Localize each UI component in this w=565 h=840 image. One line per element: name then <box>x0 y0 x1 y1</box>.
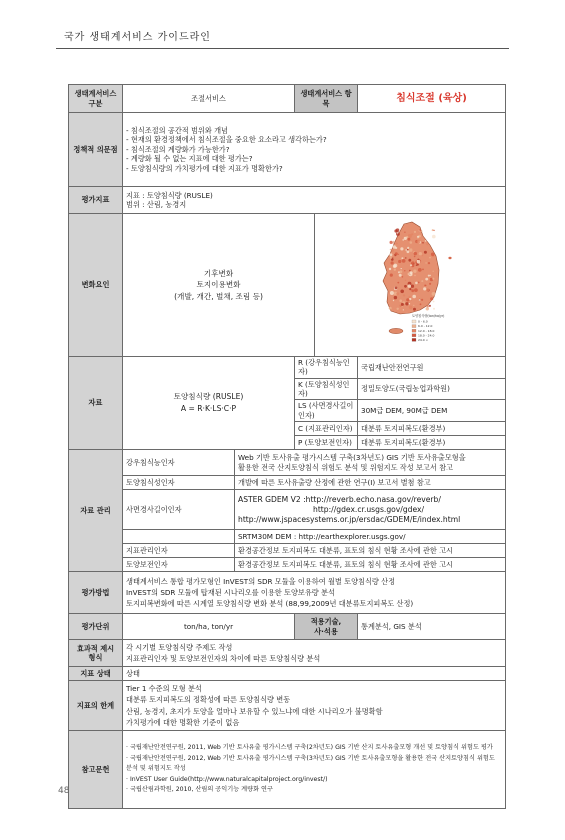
erosion-spot <box>403 309 404 310</box>
erosion-spot <box>390 256 393 259</box>
erosion-spot <box>408 234 412 238</box>
limits-label: 지표의 한계 <box>69 681 123 731</box>
erosion-spot <box>389 267 391 269</box>
korea-erosion-map <box>360 218 460 353</box>
erosion-spot <box>394 268 396 270</box>
erosion-spot <box>395 286 398 289</box>
erosion-spot <box>394 229 397 232</box>
unit-row <box>69 614 506 640</box>
erosion-spot <box>405 279 406 280</box>
legend-label: 24.0 < <box>418 337 429 342</box>
service-item-label: 생태계서비스 항목 <box>295 85 358 113</box>
page-number: 48 <box>58 786 70 796</box>
erosion-spot <box>409 269 410 270</box>
erosion-spot <box>414 251 417 254</box>
erosion-spot <box>432 229 434 231</box>
erosion-spot <box>405 257 406 258</box>
legend-label: 6.0 - 12.0 <box>418 323 433 328</box>
erosion-spot <box>428 262 430 264</box>
mgmt-r-detail: Web 기반 토사유출 평가시스템 구축(3차년도) GIS 기반 토사유출모형을 활용한 전국 산지토양침식 위험도 분석 및 위험지도 작성 보고서 참고 <box>235 450 506 476</box>
erosion-spot <box>418 268 422 272</box>
map-legend-title: 토양침식량(ton/ha/yr) <box>412 313 445 318</box>
erosion-spot <box>397 281 399 283</box>
mgmt-ls-detail: ASTER GDEM V2 :http://reverb.echo.nasa.gov/reverb/ http://gdex.cr.usgs.gov/gdex/ http://www.jspacesystems.or.jp/ersdac/GDEM/E/index.html <box>235 490 506 530</box>
erosion-spot <box>413 307 416 310</box>
limits-row <box>69 681 506 731</box>
erosion-spot <box>425 277 428 280</box>
erosion-spot <box>391 261 394 264</box>
reference-item: · 국립재난안전연구원, 2011, Web 기반 토사유출 평가시스템 구축(2차년도) GIS 기반 산지 토사유출모형 개선 및 토양침식 위험도 평가 <box>126 744 493 752</box>
legend-swatch <box>412 333 416 336</box>
erosion-spot <box>413 269 416 272</box>
erosion-spot <box>402 259 406 263</box>
legend-swatch <box>412 338 416 341</box>
tech-value: 통계분석, GIS 분석 <box>358 614 506 640</box>
erosion-spot <box>404 236 407 239</box>
mgmt-c-label: 지표관리인자 <box>123 544 235 558</box>
erosion-spot <box>415 281 418 284</box>
unit-label: 평가단위 <box>69 614 123 640</box>
ulleung-island <box>448 256 451 258</box>
erosion-spot <box>413 304 414 305</box>
service-item-value: 침식조절 (육상) <box>358 85 506 113</box>
data-source: 정밀토양도(국립농업과학원) <box>358 378 506 400</box>
erosion-spot <box>401 302 404 305</box>
data-source: 대분류 토지피복도(환경부) <box>358 422 506 436</box>
erosion-spot <box>425 240 427 242</box>
map-legend <box>412 313 444 342</box>
erosion-spot <box>397 307 399 309</box>
header-divider <box>56 48 509 49</box>
erosion-spot <box>408 258 411 261</box>
guideline-table <box>68 84 506 809</box>
erosion-spot <box>411 233 413 235</box>
change-label: 변화요인 <box>69 214 123 357</box>
erosion-spot <box>421 298 423 300</box>
erosion-spot <box>411 284 414 287</box>
policy-questions: - 침식조절의 공간적 범위와 개념 - 현재의 환경정책에서 침식조절을 중요한 요소라고 생각하는가? - 침식조절의 계량화가 가능한가? - 계량화 될 수 없는 지표에 대한 평가는? - 토양침식량의 가치평가에 대한 지표가 명확한가? <box>123 113 506 187</box>
tech-label: 적용기술, 사·석용 <box>295 614 358 640</box>
erosion-spot <box>403 294 405 296</box>
legend-swatch <box>412 324 416 327</box>
indicator-label: 평가지표 <box>69 187 123 214</box>
legend-swatch <box>412 329 416 332</box>
erosion-spot <box>393 299 394 300</box>
erosion-spot <box>419 229 421 231</box>
unit-value: ton/ha, ton/yr <box>123 614 295 640</box>
erosion-spot <box>401 257 403 259</box>
erosion-spot <box>408 284 411 287</box>
erosion-spot <box>414 274 416 276</box>
erosion-spot <box>397 232 398 233</box>
erosion-spot <box>423 287 426 290</box>
erosion-spot <box>422 268 424 270</box>
erosion-spot <box>428 274 430 276</box>
running-header: 국가 생태계서비스 가이드라인 <box>64 32 211 43</box>
erosion-spot <box>418 281 420 283</box>
erosion-spot <box>404 231 405 232</box>
erosion-spot <box>430 297 433 300</box>
erosion-spot <box>411 261 414 264</box>
data-factor: P (토양보전인자) <box>295 436 358 450</box>
mgmt-row-r <box>69 450 506 476</box>
erosion-spot <box>426 307 429 310</box>
erosion-spot <box>414 288 418 292</box>
mgmt-row-srtm <box>69 530 506 544</box>
method-label: 평가방법 <box>69 572 123 614</box>
legend-label: 0 - 6.0 <box>418 319 428 324</box>
erosion-spot <box>402 276 404 278</box>
erosion-spot <box>404 284 407 287</box>
erosion-spot <box>406 298 409 301</box>
erosion-spot <box>399 273 402 276</box>
erosion-spot <box>432 234 436 238</box>
erosion-spot <box>390 291 394 295</box>
erosion-spot <box>410 241 413 244</box>
erosion-spot <box>398 259 401 262</box>
erosion-spot <box>390 273 393 276</box>
status-label: 지표 상태 <box>69 667 123 681</box>
change-factors: 기후변화 토지이용변화 (개발, 개간, 벌채, 조림 등) <box>123 214 315 357</box>
data-source: 국립재난안전연구원 <box>358 357 506 379</box>
erosion-spot <box>409 305 413 309</box>
erosion-spot <box>404 270 405 271</box>
erosion-spot <box>393 242 394 243</box>
erosion-spot <box>396 242 398 244</box>
effect-lines: 각 시기별 토양침식량 주제도 작성 지표관리인자 및 토양보전인자의 차이에 따른 토양침식량 분석 <box>123 640 506 667</box>
erosion-spot <box>425 284 426 285</box>
erosion-spot <box>393 240 395 242</box>
erosion-spot <box>432 292 436 296</box>
erosion-spot <box>427 305 429 307</box>
change-row <box>69 214 506 357</box>
mgmt-k-detail: 개발에 따른 토사유출량 산정에 관한 연구(I) 보고서 별첨 참고 <box>235 476 506 490</box>
mgmt-row-c <box>69 544 506 558</box>
erosion-spot <box>407 250 410 253</box>
data-source: 30M급 DEM, 90M급 DEM <box>358 400 506 422</box>
erosion-spot <box>422 255 423 256</box>
erosion-spot <box>429 282 431 284</box>
erosion-spot <box>426 243 428 245</box>
erosion-spot <box>417 237 418 238</box>
erosion-spot <box>417 263 419 265</box>
mgmt-ls-label-continued <box>123 530 235 544</box>
data-factor: C (지표관리인자) <box>295 422 358 436</box>
erosion-spot <box>407 246 409 248</box>
erosion-spot <box>400 270 403 273</box>
references-list <box>123 731 506 809</box>
effect-label: 효과적 제시 형식 <box>69 640 123 667</box>
erosion-spot <box>429 256 431 258</box>
erosion-spot <box>422 242 424 244</box>
erosion-spot <box>425 262 426 263</box>
status-value: 상태 <box>123 667 506 681</box>
erosion-spot <box>409 248 412 251</box>
erosion-spot <box>398 253 399 254</box>
erosion-spot <box>433 270 434 271</box>
mgmt-row-k <box>69 476 506 490</box>
mgmt-row-p <box>69 558 506 572</box>
data-label: 자료 <box>69 357 123 450</box>
erosion-spot <box>414 230 416 232</box>
erosion-spot <box>391 249 394 252</box>
jeju-island <box>389 328 403 333</box>
indicator-value: 지표 : 토양침식량 (RUSLE) 범위 : 산림, 농경지 <box>123 187 506 214</box>
legend-label: 12.0 - 18.0 <box>418 328 435 333</box>
data-source: 대분류 토지피복도(환경부) <box>358 436 506 450</box>
erosion-spot <box>432 277 434 279</box>
erosion-spot <box>412 294 416 298</box>
erosion-spot <box>393 264 396 267</box>
erosion-spot <box>390 240 393 243</box>
indicator-row <box>69 187 506 214</box>
mgmt-p-detail: 환경공간정보 토지피복도 대분류, 표토의 침식 현황 조사에 관한 고시 <box>235 558 506 572</box>
erosion-spot <box>405 302 408 305</box>
status-row <box>69 667 506 681</box>
erosion-spot <box>417 239 421 243</box>
erosion-spot <box>411 289 414 292</box>
erosion-spot <box>394 295 397 298</box>
legend-label: 18.0 - 24.0 <box>418 332 435 337</box>
erosion-spot <box>395 252 398 255</box>
service-value: 조절서비스 <box>123 85 295 113</box>
erosion-spot <box>424 250 427 253</box>
erosion-spot <box>400 289 404 293</box>
erosion-spot <box>405 249 407 251</box>
mgmt-srtm-detail: SRTM30M DEM : http://earthexplorer.usgs.gov/ <box>235 530 506 544</box>
erosion-spot <box>417 259 421 263</box>
erosion-spot <box>410 271 413 274</box>
mgmt-k-label: 토양침식성인자 <box>123 476 235 490</box>
erosion-spot <box>389 306 392 309</box>
erosion-spot <box>421 230 423 232</box>
erosion-spot <box>414 255 416 257</box>
erosion-map-cell <box>315 214 506 357</box>
data-factor: R (강우침식능인자) <box>295 357 358 379</box>
erosion-spot <box>431 252 435 256</box>
erosion-spot <box>410 264 412 266</box>
references-label: 참고문헌 <box>69 731 123 809</box>
erosion-spot <box>420 303 422 305</box>
erosion-spot <box>419 299 421 301</box>
method-row <box>69 572 506 614</box>
erosion-spot <box>389 253 392 256</box>
erosion-spot <box>396 292 399 295</box>
erosion-spot <box>409 295 411 297</box>
reference-item: · 국립산림과학원, 2010, 산림의 공익기능 계량화 연구 <box>126 786 274 794</box>
erosion-spot <box>399 299 402 302</box>
erosion-spot <box>402 239 404 241</box>
erosion-spot <box>409 288 411 290</box>
erosion-spot <box>421 280 423 282</box>
management-label: 자료 관리 <box>69 450 123 572</box>
policy-label: 정책적 의문점 <box>69 113 123 187</box>
policy-row <box>69 113 506 187</box>
erosion-spot <box>408 237 411 240</box>
reference-item: · InVEST User Guide(http://www.naturalcapitalproject.org/invest/) <box>126 775 328 783</box>
data-row-r <box>69 357 506 379</box>
erosion-spot <box>400 247 403 250</box>
erosion-spot <box>433 300 435 302</box>
mgmt-ls-label: 사면경사길이인자 <box>123 490 235 530</box>
erosion-spot <box>433 229 434 230</box>
data-name-cell: 토양침식량 (RUSLE) A = R·K·LS·C·P <box>123 357 295 450</box>
legend-swatch <box>412 320 416 323</box>
effect-row <box>69 640 506 667</box>
erosion-spot <box>433 307 435 309</box>
mgmt-r-label: 강우침식능인자 <box>123 450 235 476</box>
method-lines: 생태계서비스 통합 평가모형인 InVEST의 SDR 모듈을 이용하여 월별 토양침식량 산정 InVEST의 SDR 모듈에 탑재된 시나리오를 이용한 토양보유량 분석 토지피복변화에 따른 시계열 토양침식량 변화 분석 (88,99,2009년 대분류토지피복도 산정) <box>123 572 506 614</box>
erosion-spot <box>429 304 431 306</box>
erosion-spot <box>390 248 392 250</box>
reference-item: · 국립재난안전연구원, 2012, Web 기반 토사유출 평가시스템 구축(3차년도) GIS 기반 토사유출모형을 활용한 전국 산지토양침식 위험도 분석 및 위험지도 작성 <box>126 754 495 773</box>
mgmt-c-detail: 환경공간정보 토지피복도 대분류, 표토의 침식 현황 조사에 관한 고시 <box>235 544 506 558</box>
data-factor: K (토양침식성인자) <box>295 378 358 400</box>
erosion-spot <box>409 302 411 304</box>
references-row <box>69 731 506 809</box>
erosion-spot <box>393 245 396 248</box>
limits-lines: Tier 1 수준의 모형 분석 대분류 토지피복도의 정확성에 따른 토양침식량 변동 산림, 농경지, 초지가 토양을 얼마나 보유할 수 있느냐에 대한 시나리오가 불명확함 가치평가에 대한 명확한 기준이 없음 <box>123 681 506 731</box>
data-factor: LS (사면경사길이인자) <box>295 400 358 422</box>
erosion-spot <box>401 267 402 268</box>
mgmt-p-label: 토양보전인자 <box>123 558 235 572</box>
erosion-spot <box>426 288 429 291</box>
service-row <box>69 85 506 113</box>
mgmt-row-ls <box>69 490 506 530</box>
erosion-spot <box>419 252 422 255</box>
service-label: 생태계서비스 구분 <box>69 85 123 113</box>
